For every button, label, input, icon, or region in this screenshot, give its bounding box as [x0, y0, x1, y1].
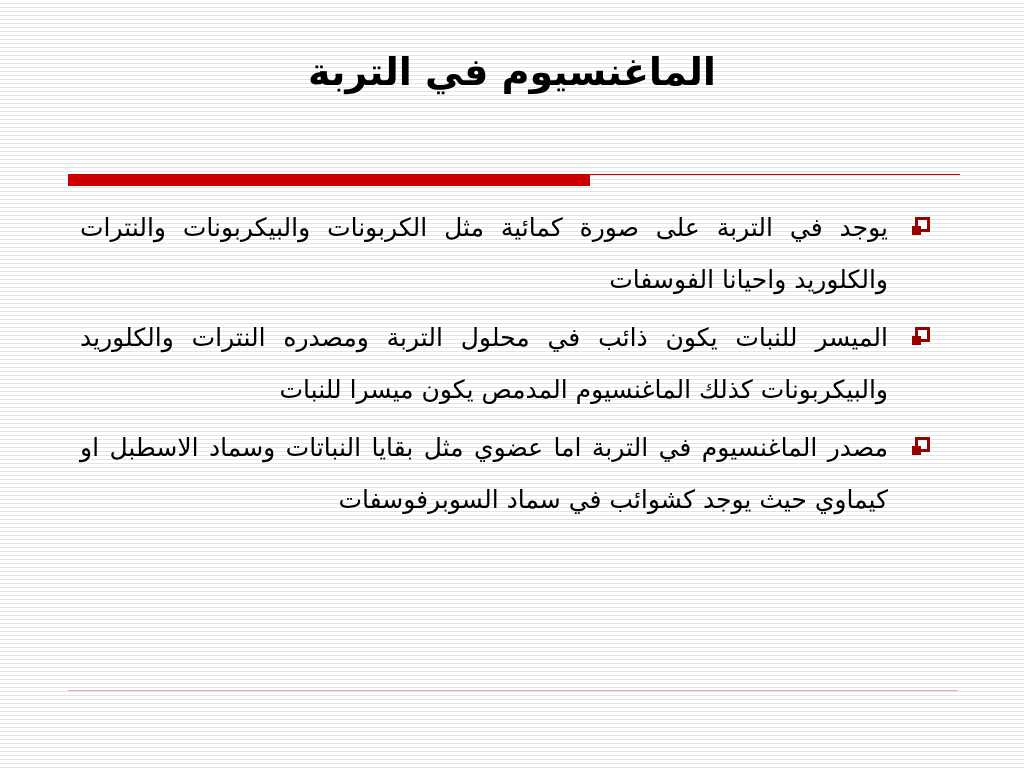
bullet-item — [80, 422, 936, 526]
check-box-bullet-icon — [915, 437, 930, 452]
bullet-list — [80, 202, 936, 532]
bullet-text: الميسر للنبات يكون ذائب في محلول التربة ومصدره النترات والكلوريد والبيكربونات كذلك الماغنسيوم المدمص يكون ميسرا للنبات — [80, 323, 888, 404]
bullet-item — [80, 312, 936, 416]
title-accent-line — [590, 174, 960, 175]
check-box-bullet-icon — [915, 327, 930, 342]
bullet-text: مصدر الماغنسيوم في التربة اما عضوي مثل بقايا النباتات وسماد الاسطبل او كيماوي حيث يوجد كشوائب في سماد السوبرفوسفات — [80, 433, 888, 514]
bullet-item — [80, 202, 936, 306]
slide-title: الماغنسيوم في التربة — [308, 50, 716, 94]
check-box-bullet-icon — [915, 217, 930, 232]
footer-divider — [68, 690, 958, 691]
title-accent-bar — [68, 174, 590, 186]
bullet-text: يوجد في التربة على صورة كمائية مثل الكربونات والبيكربونات والنترات والكلوريد واحيانا الفوسفات — [80, 213, 888, 294]
